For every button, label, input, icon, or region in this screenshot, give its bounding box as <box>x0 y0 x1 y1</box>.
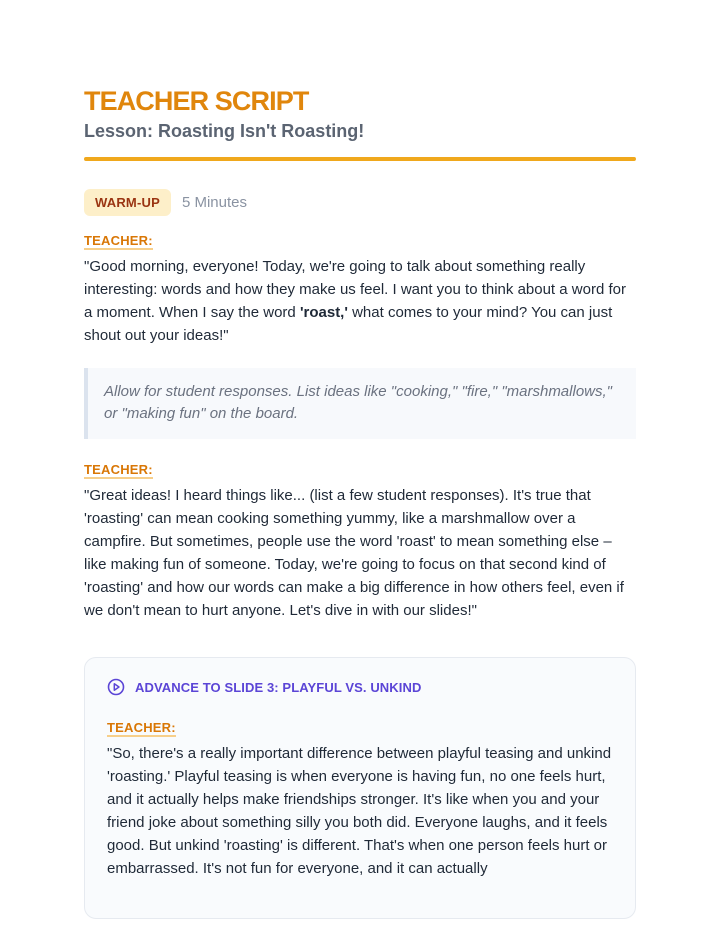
section-duration: 5 Minutes <box>181 194 247 211</box>
page-title: TEACHER SCRIPT <box>84 86 309 116</box>
speaker-label: TEACHER: <box>107 720 176 735</box>
instruction-note: Allow for student responses. List ideas like "cooking," "fire," "marshmallows," or "making fun" on the board. <box>84 368 636 439</box>
teacher-speech-1 <box>84 255 636 347</box>
play-circle-icon <box>107 678 125 696</box>
slide-heading <box>107 678 613 696</box>
teacher-speech-2: "Great ideas! I heard things like... (list a few student responses). It's true that 'roasting' can mean cooking something yummy, like a marshmallow over a campfire. But sometimes, people use the word 'roast' to mean something else – like making fun of someone. Today, we're going to focus on that second kind of 'roasting' and how our words can make a big difference in how others feel, even if we don't mean to hurt anyone. Let's dive in with our slides!" <box>84 487 624 619</box>
speech-text: what comes to your mind? You can just shout out your ideas!" <box>84 304 613 344</box>
header-divider <box>84 157 636 161</box>
teacher-block-1 <box>84 232 636 347</box>
speech-text: "Good morning, everyone! Today, we're going to talk about something really interesting: words and how they make us feel. I want you to think about a word for a moment. When I say the word <box>84 258 626 321</box>
slide-card <box>84 657 636 919</box>
teacher-speech-3: "So, there's a really important difference between playful teasing and unkind 'roasting.' Playful teasing is when everyone is having fun, no one feels hurt, and it actually helps make friendships stronger. It's like when you and your friend joke about something silly you both did. Everyone laughs, and it feels good. But unkind 'roasting' is different. That's when one person feels hurt or embarrassed. It's not fun for everyone, and it can actually <box>107 745 612 877</box>
lesson-subtitle: Lesson: Roasting Isn't Roasting! <box>84 121 365 141</box>
section-header <box>84 189 636 216</box>
teacher-block-2 <box>84 461 636 622</box>
speaker-label: TEACHER: <box>84 233 153 248</box>
speech-bold-word: 'roast,' <box>299 304 348 321</box>
teacher-script-page <box>84 84 636 919</box>
warm-up-badge: WARM-UP <box>84 189 171 216</box>
speaker-label: TEACHER: <box>84 462 153 477</box>
slide-heading-text: ADVANCE TO SLIDE 3: PLAYFUL VS. UNKIND <box>135 679 422 695</box>
